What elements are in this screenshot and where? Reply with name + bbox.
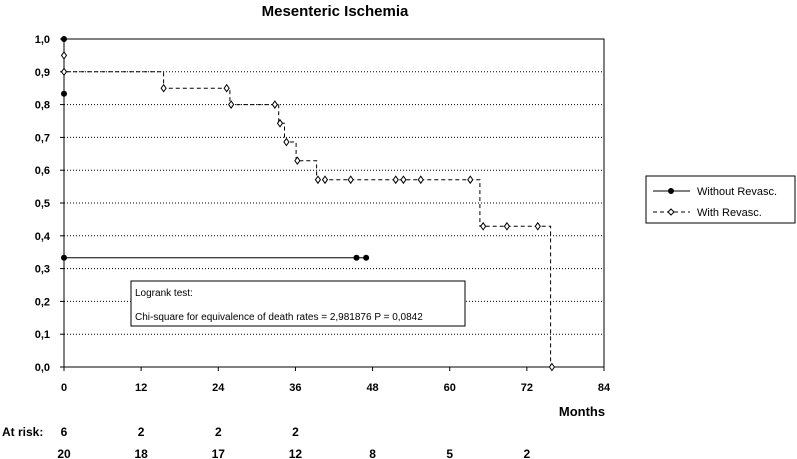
censor-marker (504, 223, 509, 230)
annotation-line-1: Logrank test: (135, 288, 193, 299)
at-risk-value: 12 (288, 447, 303, 459)
censor-marker (161, 85, 166, 92)
at-risk-value: 6 (60, 425, 68, 439)
x-tick-label: 24 (212, 382, 225, 394)
chart-title: Mesenteric Ischemia (261, 3, 409, 20)
x-axis-label: Months (558, 404, 606, 419)
censor-marker (418, 176, 423, 183)
at-risk-value: 2 (214, 425, 222, 439)
y-tick-label: 0,9 (34, 66, 50, 79)
at-risk-value: 17 (211, 447, 225, 459)
censor-marker (348, 176, 353, 183)
censor-marker (401, 176, 406, 183)
at-risk-label: At risk: (2, 425, 44, 439)
y-tick-label: 0,0 (34, 362, 50, 374)
y-tick-label: 0,7 (34, 132, 50, 145)
y-tick-label: 0,6 (34, 165, 50, 178)
y-tick-label: 1,0 (34, 34, 50, 46)
censor-marker (284, 138, 289, 145)
y-tick-label: 0,2 (34, 296, 50, 309)
series-without-revasc (61, 36, 369, 261)
censor-marker (323, 176, 328, 183)
legend-marker-without-revasc (668, 188, 674, 194)
y-tick-label: 0,4 (34, 230, 50, 243)
censor-marker (315, 176, 320, 183)
at-risk-value: 2 (523, 447, 531, 459)
y-tick-label: 0,3 (34, 263, 50, 276)
x-tick-label: 36 (289, 382, 302, 394)
x-tick-label: 60 (443, 382, 456, 394)
y-tick-label: 0,5 (34, 198, 50, 210)
y-tick-label: 0,8 (34, 99, 50, 112)
at-risk-value: 20 (57, 447, 71, 459)
censor-marker (61, 255, 67, 261)
at-risk-value: 2 (137, 425, 145, 439)
at-risk-table (57, 425, 530, 459)
annotation-line-2: Chi-square for equivalence of death rates = 2,981876 P = 0,0842 (135, 312, 423, 323)
censor-marker (224, 85, 229, 92)
censor-marker (393, 176, 398, 183)
censor-marker (354, 255, 360, 261)
censor-marker (229, 101, 234, 108)
at-risk-value: 2 (292, 425, 299, 439)
censor-marker (468, 176, 473, 183)
y-tick-label: 0,1 (34, 329, 50, 342)
censor-marker (272, 101, 277, 108)
at-risk-value: 18 (134, 447, 148, 459)
censor-marker (481, 223, 486, 230)
legend-label-with-revasc: With Revasc. (697, 207, 762, 219)
at-risk-value: 5 (446, 447, 454, 459)
logrank-annotation (131, 281, 465, 326)
legend (646, 176, 795, 223)
x-tick-label: 84 (597, 382, 611, 394)
censor-marker (535, 223, 540, 230)
at-risk-value: 8 (369, 447, 376, 459)
censor-marker (62, 68, 67, 75)
x-axis-ticks (61, 367, 611, 394)
y-axis-ticks (35, 34, 64, 374)
legend-label-without-revasc: Without Revasc. (697, 186, 778, 198)
x-tick-label: 12 (135, 382, 148, 394)
censor-marker (62, 52, 67, 59)
censor-marker (61, 91, 67, 97)
x-tick-label: 72 (520, 382, 533, 394)
censor-marker (363, 255, 369, 261)
x-tick-label: 48 (366, 382, 379, 394)
x-tick-label: 0 (60, 382, 68, 394)
